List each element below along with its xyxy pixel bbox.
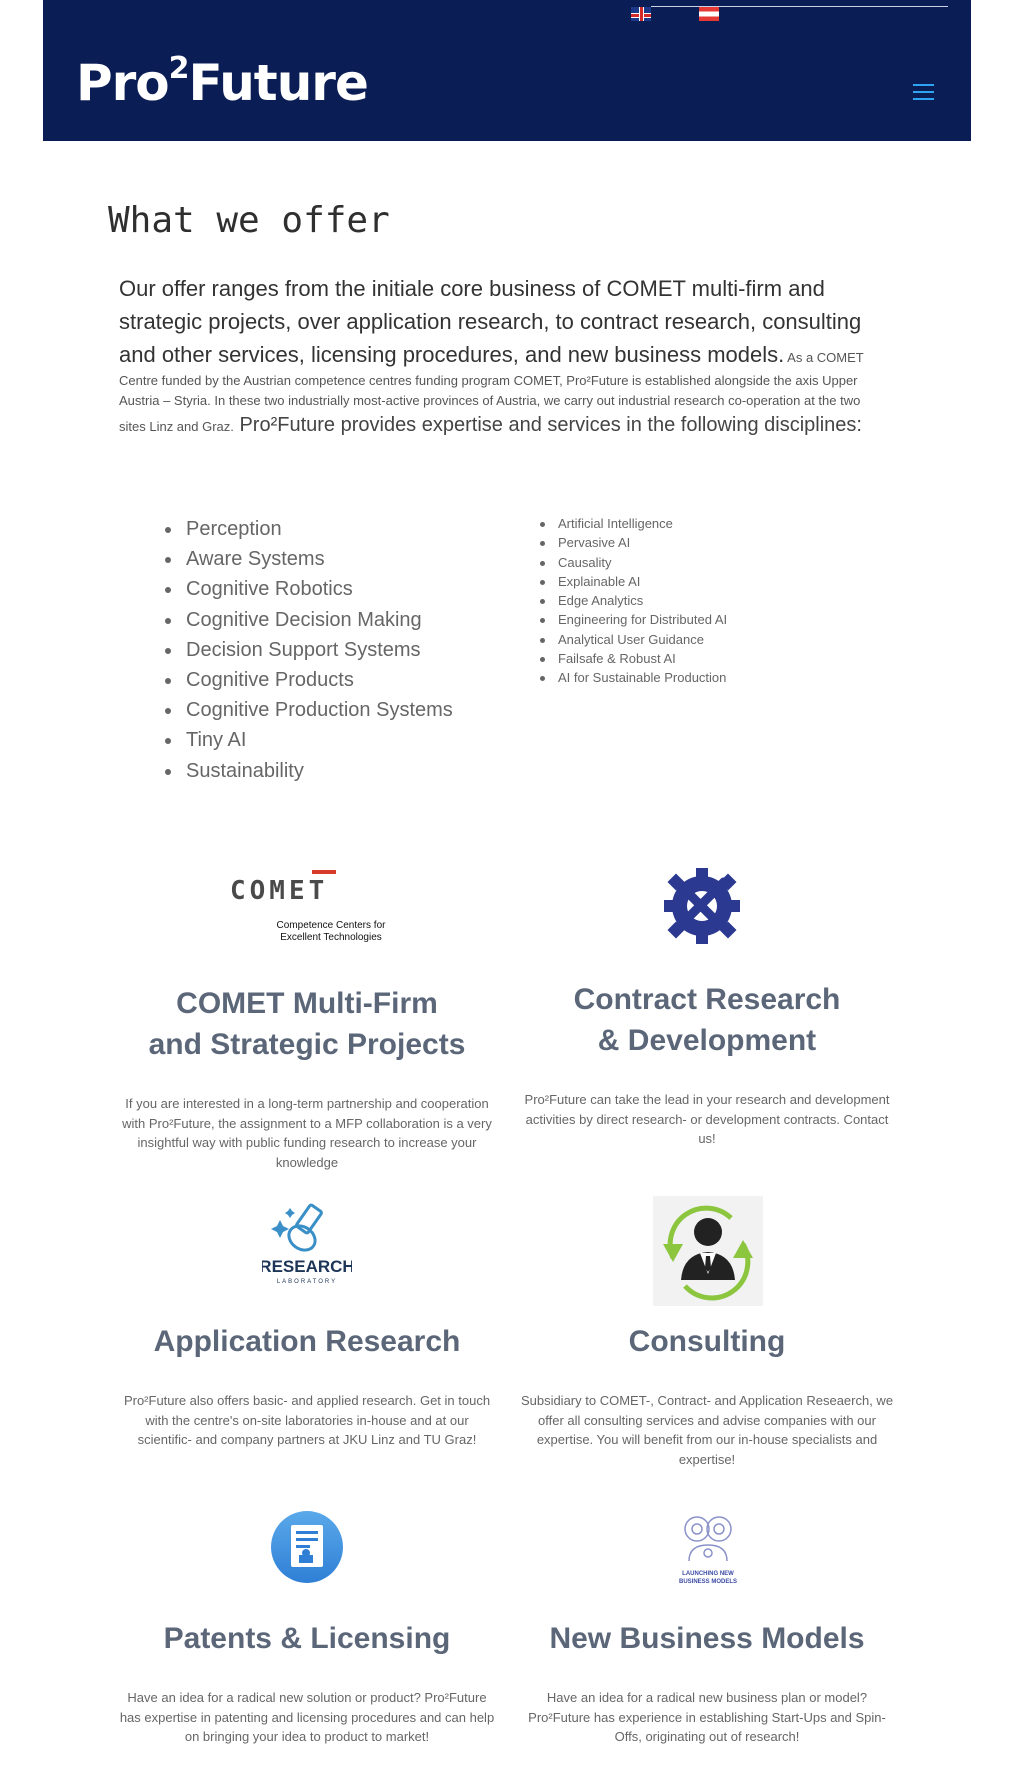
comet-logo-word: COMET <box>230 876 329 906</box>
card-consulting <box>517 1321 897 1469</box>
card-business <box>517 1618 897 1747</box>
card-application-text: Pro²Future also offers basic- and applied research. Get in touch with the centre's on-site laboratories in-house and at our scientific- and company partners at JKU Linz and TU Graz! <box>123 1393 491 1447</box>
list-item: Cognitive Products <box>165 665 453 695</box>
list-item: Edge Analytics <box>540 591 727 610</box>
gear-tools-icon <box>656 862 750 948</box>
comet-logo-tagline-1: Competence Centers for <box>276 920 386 931</box>
card-patents-text: Have an idea for a radical new solution or product? Pro²Future has expertise in patenting and licensing procedures and can help on bringing your idea to product to market! <box>119 1690 495 1744</box>
card-consulting-title: Consulting <box>628 1325 786 1358</box>
list-item: AI for Sustainable Production <box>540 668 727 687</box>
austria-flag-icon[interactable] <box>699 7 719 21</box>
comet-logo-tagline-2: Excellent Technologies <box>280 932 382 943</box>
business-logo-line-1: LAUNCHING NEW <box>682 1571 734 1577</box>
intro-detail: As a COMET Centre funded by the Austrian competence centres funding program COMET, Pro²Future is established alongside the axis Upper Austria – Styria. In these two industrially most-active provinces of Austria, we carry out industrial research co-operation at the two sites Linz and Graz. <box>119 350 864 434</box>
card-comet-title-2: and Strategic Projects <box>148 1028 466 1061</box>
research-logo-sub: LABORATORY <box>276 1279 338 1285</box>
card-comet <box>117 983 497 1172</box>
disciplines-list-right <box>540 514 727 688</box>
research-logo-word: RESEARCH <box>262 1257 352 1276</box>
list-item: Perception <box>165 514 453 544</box>
list-item: Causality <box>540 553 727 572</box>
card-business-title: New Business Models <box>549 1622 865 1655</box>
list-item: Analytical User Guidance <box>540 630 727 649</box>
research-laboratory-icon <box>262 1198 352 1288</box>
list-item: Cognitive Production Systems <box>165 695 453 725</box>
consulting-person-icon <box>653 1196 763 1306</box>
card-contract <box>517 979 897 1149</box>
list-item: Artificial Intelligence <box>540 514 727 533</box>
english-flag-icon[interactable] <box>631 7 651 21</box>
card-contract-text: Pro²Future can take the lead in your research and development activities by direct research- or development contracts. Contact us! <box>524 1092 890 1146</box>
disciplines-list-left <box>165 514 453 786</box>
card-contract-title-2: & Development <box>597 1024 817 1057</box>
card-contract-title-1: Contract Research <box>573 983 841 1016</box>
card-patents <box>117 1618 497 1747</box>
list-item: Tiny AI <box>165 725 453 755</box>
list-item: Failsafe & Robust AI <box>540 649 727 668</box>
hamburger-menu-icon[interactable] <box>913 84 934 101</box>
card-application-title: Application Research <box>153 1325 461 1358</box>
list-item: Aware Systems <box>165 544 453 574</box>
card-consulting-text: Subsidiary to COMET-, Contract- and Application Reseaerch, we offer all consulting services and advise companies with our expertise. You will benefit from our in-house specialists and expertise! <box>520 1393 894 1467</box>
business-models-icon <box>675 1509 741 1587</box>
list-item: Sustainability <box>165 756 453 786</box>
list-item: Engineering for Distributed AI <box>540 610 727 629</box>
card-business-text: Have an idea for a radical new business plan or model? Pro²Future has experience in establishing Start-Ups and Spin-Offs, originating out of research! <box>528 1690 886 1744</box>
list-item: Cognitive Robotics <box>165 574 453 604</box>
list-item: Pervasive AI <box>540 533 727 552</box>
intro-lead: Our offer ranges from the initiale core business of COMET multi-firm and strategic projects, over application research, to contract research, consulting and other services, licensing procedures, and new business models. <box>119 276 862 367</box>
intro-disciplines-lead: Pro²Future provides expertise and services in the following disciplines: <box>233 414 862 436</box>
site-logo[interactable]: Pro$^2$Future <box>76 51 368 112</box>
language-bar-divider <box>651 6 948 7</box>
intro-paragraph <box>119 272 889 439</box>
list-item: Cognitive Decision Making <box>165 605 453 635</box>
card-comet-text: If you are interested in a long-term partnership and cooperation with Pro²Future, the assignment to a MFP collaboration is a very insightful way with public funding research to increase your knowledge <box>122 1096 492 1170</box>
list-item: Decision Support Systems <box>165 635 453 665</box>
comet-logo <box>228 866 388 946</box>
card-comet-title-1: COMET Multi-Firm <box>176 987 438 1020</box>
card-application <box>117 1321 497 1450</box>
business-logo-line-2: BUSINESS MODELS <box>678 1579 738 1585</box>
card-patents-title: Patents & Licensing <box>163 1622 451 1655</box>
patent-document-icon <box>271 1511 343 1583</box>
page-title: What we offer <box>108 200 390 241</box>
list-item: Explainable AI <box>540 572 727 591</box>
site-header <box>43 0 971 141</box>
